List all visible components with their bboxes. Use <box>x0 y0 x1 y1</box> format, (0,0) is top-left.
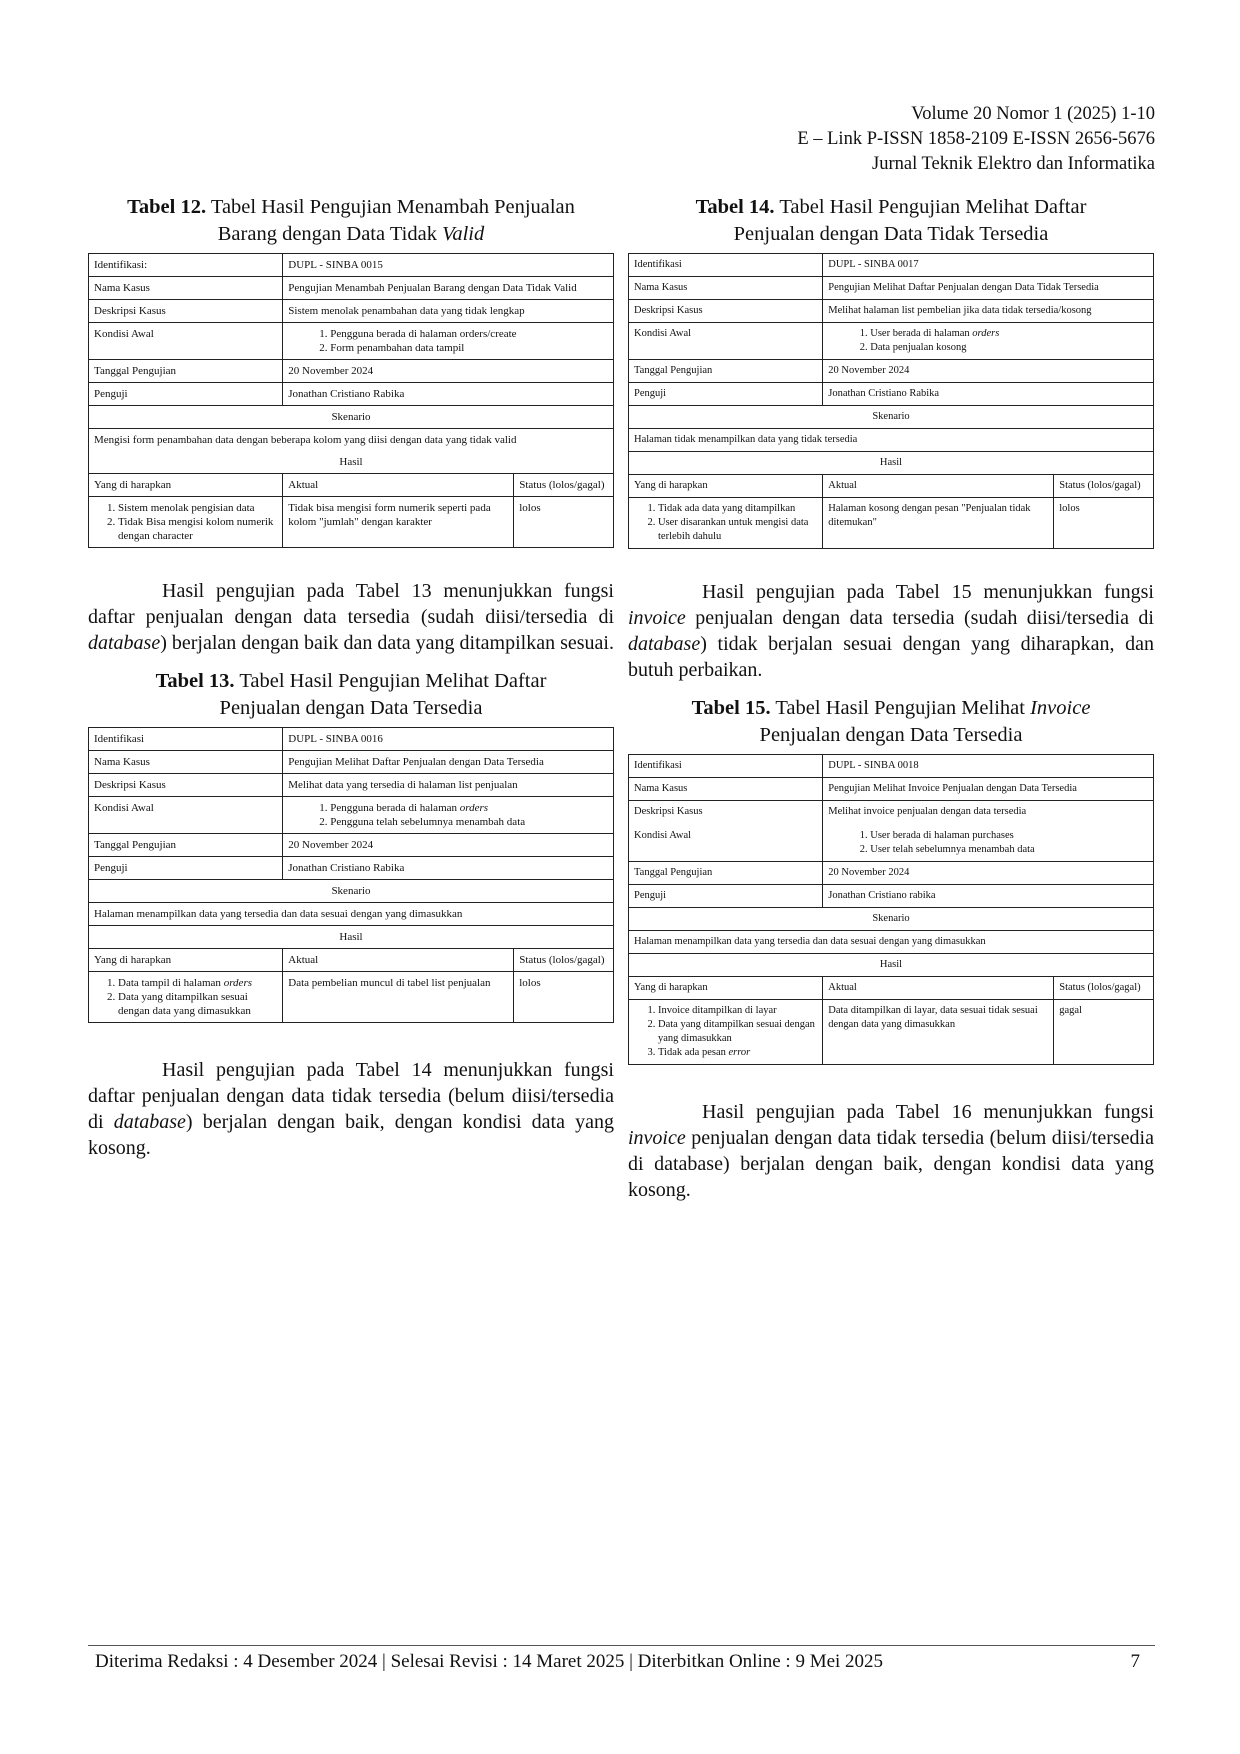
table-row <box>629 406 1154 429</box>
table13-id: DUPL - SINBA 0016 <box>283 728 614 751</box>
table-row <box>629 429 1154 452</box>
table15-skenario: Halaman menampilkan data yang tersedia dan data sesuai dengan yang dimasukkan <box>629 931 1154 954</box>
row-label: Nama Kasus <box>89 277 283 300</box>
paragraph-table13 <box>88 578 614 656</box>
table13-caption-label: Tabel 13. <box>155 670 235 692</box>
status-header: Status (lolos/gagal) <box>1054 475 1154 498</box>
row-label: Identifikasi <box>629 755 823 778</box>
list-text: Pengguna berada di halaman <box>330 802 460 814</box>
list-item <box>330 801 608 815</box>
table-row <box>89 949 614 972</box>
table-row <box>629 755 1154 778</box>
table-row <box>629 475 1154 498</box>
row-label: Deskripsi Kasus <box>634 806 703 817</box>
table12-kondisi-awal <box>283 323 614 360</box>
table14-id: DUPL - SINBA 0017 <box>823 254 1154 277</box>
row-label: Identifikasi <box>89 728 283 751</box>
row-label: Nama Kasus <box>629 277 823 300</box>
row-label: Tanggal Pengujian <box>629 862 823 885</box>
table12-id: DUPL - SINBA 0015 <box>283 254 614 277</box>
table15-kondisi-list <box>828 829 1148 857</box>
expected-header: Yang di harapkan <box>89 474 283 497</box>
table14-status: lolos <box>1054 498 1154 549</box>
table-row <box>89 751 614 774</box>
table15-caption <box>628 695 1154 749</box>
row-label: Tanggal Pengujian <box>89 360 283 383</box>
expected-header: Yang di harapkan <box>629 977 823 1000</box>
table13-penguji: Jonathan Cristiano Rabika <box>283 857 614 880</box>
row-label: Kondisi Awal <box>629 323 823 360</box>
table14-wrap <box>628 253 1154 549</box>
para-italic: database <box>628 633 701 655</box>
table14-nama-kasus: Pengujian Melihat Daftar Penjualan dengan Data Tidak Tersedia <box>823 277 1154 300</box>
table12-tanggal: 20 November 2024 <box>283 360 614 383</box>
table13-caption <box>88 668 614 722</box>
status-header: Status (lolos/gagal) <box>514 949 614 972</box>
table12-nama-kasus: Pengujian Menambah Penjualan Barang dengan Data Tidak Valid <box>283 277 614 300</box>
table-row <box>629 277 1154 300</box>
skenario-header: Skenario <box>89 880 614 903</box>
list-italic: orders <box>223 977 253 989</box>
row-label: Kondisi Awal <box>634 830 692 841</box>
row-label: Nama Kasus <box>629 778 823 801</box>
table13 <box>88 727 614 1023</box>
header-volume: Volume 20 Nomor 1 (2025) 1-10 <box>911 104 1155 124</box>
list-item: 2. User disarankan untuk mengisi data terlebih dahulu <box>658 516 817 544</box>
table-row <box>89 254 614 277</box>
list-item <box>658 1046 817 1060</box>
table-row <box>629 383 1154 406</box>
table15-status: gagal <box>1054 1000 1154 1065</box>
table-row <box>89 857 614 880</box>
table-row <box>629 908 1154 931</box>
table13-skenario: Halaman menampilkan data yang tersedia dan data sesuai dengan yang dimasukkan <box>89 903 614 926</box>
para-text: penjualan dengan data tidak tersedia (belum diisi/tersedia di database) berjalan dengan baik, dengan kondisi data yang kosong. <box>628 1127 1154 1201</box>
table-row <box>629 498 1154 549</box>
table12-caption-label: Tabel 12. <box>127 196 207 218</box>
table15-penguji: Jonathan Cristiano rabika <box>823 885 1154 908</box>
row-label: Nama Kasus <box>89 751 283 774</box>
table-row <box>629 452 1154 475</box>
running-header <box>797 102 1155 177</box>
table-row <box>629 931 1154 954</box>
table14-deskripsi: Melihat halaman list pembelian jika data tidak tersedia/kosong <box>823 300 1154 323</box>
actual-header: Aktual <box>823 475 1054 498</box>
hasil-header: Hasil <box>89 926 614 949</box>
list-item: 2. Form penambahan data tampil <box>330 341 608 355</box>
table14-expected <box>629 498 823 549</box>
para-text: Hasil pengujian pada Tabel 13 menunjukkan fungsi daftar penjualan dengan data tersedia (sudah diisi/tersedia di <box>88 580 614 628</box>
left-column <box>88 194 614 1173</box>
table14-tanggal: 20 November 2024 <box>823 360 1154 383</box>
table-row <box>89 926 614 949</box>
table15-caption-line2: Penjualan dengan Data Tersedia <box>759 724 1023 746</box>
table13-status: lolos <box>514 972 614 1023</box>
header-issn: E – Link P-ISSN 1858-2109 E-ISSN 2656-5676 <box>797 129 1155 149</box>
table-row <box>89 834 614 857</box>
row-label: Identifikasi: <box>89 254 283 277</box>
list-item: 1. Pengguna berada di halaman orders/create <box>330 327 608 341</box>
table15 <box>628 754 1154 1065</box>
table12-deskripsi: Sistem menolak penambahan data yang tidak lengkap <box>283 300 614 323</box>
table13-deskripsi: Melihat data yang tersedia di halaman list penjualan <box>283 774 614 797</box>
table-row <box>89 300 614 323</box>
table13-expected <box>89 972 283 1023</box>
table14-actual: Halaman kosong dengan pesan "Penjualan tidak ditemukan" <box>823 498 1054 549</box>
table-row <box>629 300 1154 323</box>
table15-caption-italic: Invoice <box>1030 697 1091 719</box>
table-row <box>89 429 614 474</box>
row-label: Penguji <box>629 383 823 406</box>
table12-caption-italic: Valid <box>442 223 485 245</box>
list-item: 2. Pengguna telah sebelumnya menambah data <box>330 815 608 829</box>
table-row <box>89 323 614 360</box>
table15-expected <box>629 1000 823 1065</box>
table15-tanggal: 20 November 2024 <box>823 862 1154 885</box>
para-italic: invoice <box>628 1127 686 1149</box>
table15-label-stack <box>629 801 823 862</box>
table14-kondisi-awal <box>823 323 1154 360</box>
table12-status: lolos <box>514 497 614 548</box>
row-label: Penguji <box>89 383 283 406</box>
para-text: ) berjalan dengan baik dan data yang ditampilkan sesuai. <box>160 632 614 654</box>
table-row <box>89 797 614 834</box>
table-row <box>89 406 614 429</box>
para-text: ) berjalan dengan baik, dengan kondisi data yang kosong. <box>88 1111 614 1159</box>
table13-nama-kasus: Pengujian Melihat Daftar Penjualan dengan Data Tersedia <box>283 751 614 774</box>
table15-caption-line1: Tabel Hasil Pengujian Melihat <box>770 697 1031 719</box>
table-row <box>629 323 1154 360</box>
table-row <box>89 360 614 383</box>
hasil-header: Hasil <box>629 954 1154 977</box>
table-row <box>629 360 1154 383</box>
table-row <box>629 801 1154 862</box>
para-italic: invoice <box>628 607 686 629</box>
para-text: Hasil pengujian pada Tabel 15 menunjukkan fungsi <box>702 581 1154 603</box>
hasil-header: Hasil <box>339 456 363 468</box>
table12-skenario <box>89 429 614 474</box>
table15-desc-kondisi <box>823 801 1154 862</box>
list-item: 2. Data yang ditampilkan sesuai dengan yang dimasukkan <box>658 1018 817 1046</box>
para-text: Hasil pengujian pada Tabel 14 menunjukkan fungsi daftar penjualan dengan data tidak tersedia (belum diisi/tersedia di <box>88 1059 614 1133</box>
table-row <box>629 1000 1154 1065</box>
table-row <box>89 774 614 797</box>
header-journal-name: Jurnal Teknik Elektro dan Informatika <box>872 154 1155 174</box>
page-number: 7 <box>1130 1651 1140 1672</box>
table12-penguji: Jonathan Cristiano Rabika <box>283 383 614 406</box>
table15-id: DUPL - SINBA 0018 <box>823 755 1154 778</box>
table-row <box>629 977 1154 1000</box>
table-row <box>89 383 614 406</box>
list-italic: orders <box>972 328 1000 339</box>
table-row <box>89 728 614 751</box>
table15-actual: Data ditampilkan di layar, data sesuai tidak sesuai dengan data yang dimasukkan <box>823 1000 1054 1065</box>
list-italic: orders <box>459 802 489 814</box>
table13-actual: Data pembelian muncul di tabel list penjualan <box>283 972 514 1023</box>
table14-skenario: Halaman tidak menampilkan data yang tidak tersedia <box>629 429 1154 452</box>
table12-actual: Tidak bisa mengisi form numerik seperti pada kolom "jumlah" dengan karakter <box>283 497 514 548</box>
skenario-header: Skenario <box>629 406 1154 429</box>
table-row <box>629 778 1154 801</box>
table15-deskripsi: Melihat invoice penjualan dengan data tersedia <box>828 806 1027 817</box>
row-label: Identifikasi <box>629 254 823 277</box>
row-label: Penguji <box>89 857 283 880</box>
row-label: Deskripsi Kasus <box>629 300 823 323</box>
row-label: Deskripsi Kasus <box>89 774 283 797</box>
list-item: 1. User berada di halaman purchases <box>870 829 1148 843</box>
table13-caption-line1: Tabel Hasil Pengujian Melihat Daftar <box>234 670 547 692</box>
paragraph-table14 <box>88 1057 614 1161</box>
expected-header: Yang di harapkan <box>629 475 823 498</box>
status-header: Status (lolos/gagal) <box>1054 977 1154 1000</box>
table-row <box>629 954 1154 977</box>
list-item: 2. Tidak Bisa mengisi kolom numerik dengan character <box>118 515 277 543</box>
right-column <box>628 194 1154 1215</box>
list-item <box>870 327 1148 341</box>
table-row <box>629 254 1154 277</box>
actual-header: Aktual <box>283 474 514 497</box>
list-italic: error <box>728 1047 751 1058</box>
list-item: 2. User telah sebelumnya menambah data <box>870 843 1148 857</box>
skenario-header: Skenario <box>629 908 1154 931</box>
table14-caption-line2: Penjualan dengan Data Tidak Tersedia <box>733 223 1049 245</box>
status-header: Status (lolos/gagal) <box>514 474 614 497</box>
row-label: Kondisi Awal <box>89 797 283 834</box>
footer-dates: Diterima Redaksi : 4 Desember 2024 | Selesai Revisi : 14 Maret 2025 | Diterbitkan Online : 9 Mei 2025 <box>95 1651 884 1672</box>
table14-caption <box>628 194 1154 248</box>
list-item <box>118 976 277 990</box>
table14-penguji: Jonathan Cristiano Rabika <box>823 383 1154 406</box>
table-row <box>629 885 1154 908</box>
para-text: ) tidak berjalan sesuai dengan yang diharapkan, dan butuh perbaikan. <box>628 633 1154 681</box>
table-row <box>89 497 614 548</box>
list-item: 1. Sistem menolak pengisian data <box>118 501 277 515</box>
table12-caption <box>88 194 614 248</box>
table14-caption-line1: Tabel Hasil Pengujian Melihat Daftar <box>774 196 1087 218</box>
row-label: Deskripsi Kasus <box>89 300 283 323</box>
para-italic: database <box>113 1111 186 1133</box>
list-item: 2. Data penjualan kosong <box>870 341 1148 355</box>
para-text: penjualan dengan data tersedia (sudah diisi/tersedia di <box>685 607 1154 629</box>
table13-tanggal: 20 November 2024 <box>283 834 614 857</box>
list-text: Data tampil di halaman <box>118 977 224 989</box>
table15-wrap <box>628 754 1154 1065</box>
para-italic: database <box>88 632 161 654</box>
skenario-header: Skenario <box>89 406 614 429</box>
list-text: Tidak ada pesan <box>658 1047 729 1058</box>
row-label: Kondisi Awal <box>89 323 283 360</box>
table12-caption-line2: Barang dengan Data Tidak <box>217 223 443 245</box>
footer-divider <box>88 1645 1155 1646</box>
table-row <box>89 474 614 497</box>
hasil-header: Hasil <box>629 452 1154 475</box>
table12-expected <box>89 497 283 548</box>
list-item: 1. Invoice ditampilkan di layar <box>658 1004 817 1018</box>
table15-nama-kasus: Pengujian Melihat Invoice Penjualan dengan Data Tersedia <box>823 778 1154 801</box>
row-label: Penguji <box>629 885 823 908</box>
table12 <box>88 253 614 548</box>
actual-header: Aktual <box>823 977 1054 1000</box>
table-row <box>629 862 1154 885</box>
table14 <box>628 253 1154 549</box>
list-item: 2. Data yang ditampilkan sesuai dengan data yang dimasukkan <box>118 990 277 1018</box>
paragraph-table15 <box>628 579 1154 683</box>
table13-caption-line2: Penjualan dengan Data Tersedia <box>219 697 483 719</box>
table14-caption-label: Tabel 14. <box>695 196 775 218</box>
row-label: Tanggal Pengujian <box>89 834 283 857</box>
expected-header: Yang di harapkan <box>89 949 283 972</box>
table13-kondisi-awal <box>283 797 614 834</box>
table12-caption-line1: Tabel Hasil Pengujian Menambah Penjualan <box>206 196 575 218</box>
table-row <box>89 972 614 1023</box>
list-text: User berada di halaman <box>870 328 973 339</box>
table-row <box>89 880 614 903</box>
row-label: Tanggal Pengujian <box>629 360 823 383</box>
table-row <box>89 903 614 926</box>
paragraph-table16 <box>628 1099 1154 1203</box>
list-item: 1. Tidak ada data yang ditampilkan <box>658 502 817 516</box>
actual-header: Aktual <box>283 949 514 972</box>
table15-caption-label: Tabel 15. <box>691 697 771 719</box>
para-text: Hasil pengujian pada Tabel 16 menunjukkan fungsi <box>702 1101 1154 1123</box>
table12-skenario-text: Mengisi form penambahan data dengan beberapa kolom yang diisi dengan data yang tidak valid <box>94 434 517 446</box>
table-row <box>89 277 614 300</box>
